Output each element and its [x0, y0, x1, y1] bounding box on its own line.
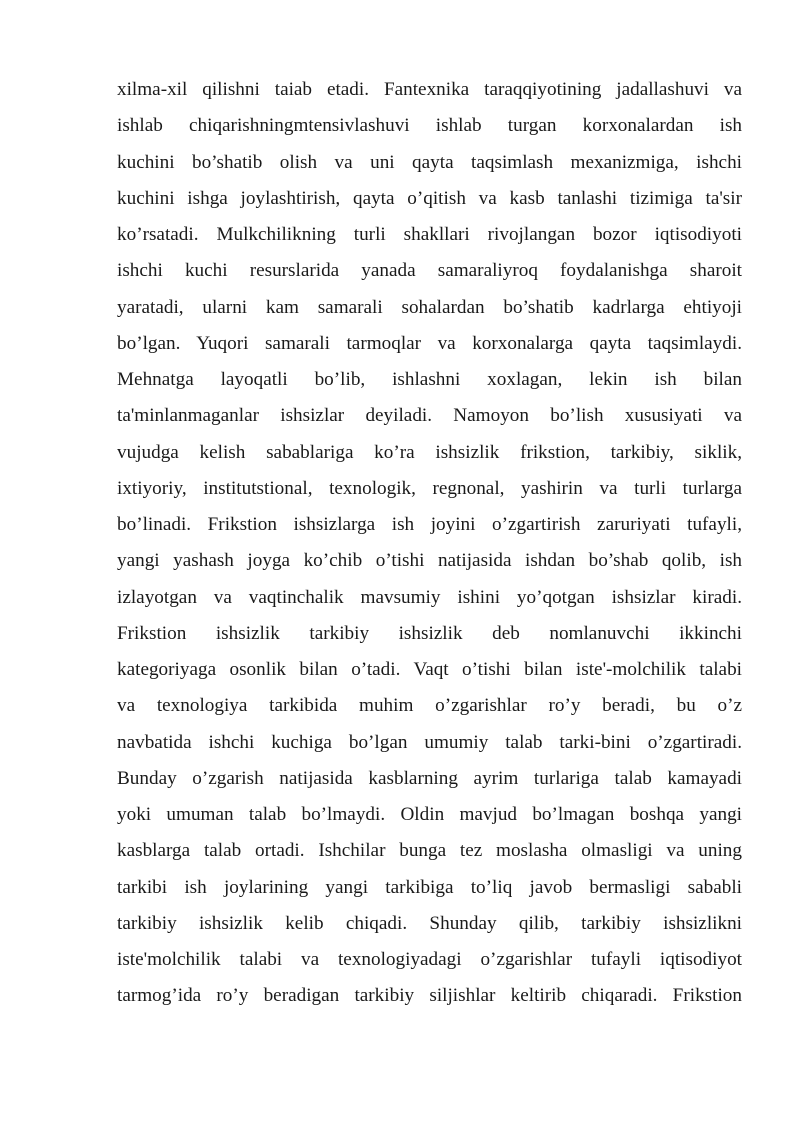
text-line: ishchi kuchi resurslarida yanada samaraliyroq foydalanishga sharoit: [117, 260, 742, 282]
text-line: tarkibiy ishsizlik kelib chiqadi. Shunday qilib, tarkibiy ishsizlikni: [117, 912, 742, 934]
text-line: ixtiyoriy, institutstional, texnologik, regnonal, yashirin va turli turlarga: [117, 477, 742, 499]
text-line: ta'minlanmaganlar ishsizlar deyiladi. Namoyon bo’lish xususiyati va: [117, 405, 742, 427]
text-line: kategoriyaga osonlik bilan o’tadi. Vaqt o’tishi bilan iste'-molchilik talabi: [117, 659, 742, 680]
text-line: bo’linadi. Frikstion ishsizlarga ish joyini o’zgartirish zaruriyati tufayli,: [117, 514, 742, 535]
text-line: yoki umuman talab bo’lmaydi. Oldin mavjud bo’lmagan boshqa yangi: [117, 804, 742, 825]
text-line: yaratadi, ularni kam samarali sohalardan bo’shatib kadrlarga ehtiyoji: [117, 296, 742, 318]
body-text: [117, 72, 742, 1015]
text-line: ko’rsatadi. Mulkchilikning turli shakllari rivojlangan bozor iqtisodiyoti: [117, 224, 742, 245]
text-line: kuchini bo’shatib olish va uni qayta taqsimlash mexanizmiga, ishchi: [117, 151, 742, 173]
text-line: kuchini ishga joylashtirish, qayta o’qitish va kasb tanlashi tizimiga ta'sir: [117, 187, 742, 209]
text-line: yangi yashash joyga ko’chib o’tishi natijasida ishdan bo’shab qolib, ish: [117, 550, 742, 572]
text-line: bo’lgan. Yuqori samarali tarmoqlar va korxonalarga qayta taqsimlaydi.: [117, 332, 742, 354]
text-line: Mehnatga layoqatli bo’lib, ishlashni xoxlagan, lekin ish bilan: [117, 369, 742, 390]
text-line: va texnologiya tarkibida muhim o’zgarishlar ro’y beradi, bu o’z: [117, 695, 742, 717]
text-line: kasblarga talab ortadi. Ishchilar bunga tez moslasha olmasligi va uning: [117, 840, 742, 862]
text-line: iste'molchilik talabi va texnologiyadagi o’zgarishlar tufayli iqtisodiyot: [117, 949, 742, 970]
text-line: Frikstion ishsizlik tarkibiy ishsizlik deb nomlanuvchi ikkinchi: [117, 622, 742, 644]
text-line: vujudga kelish sabablariga ko’ra ishsizlik frikstion, tarkibiy, siklik,: [117, 441, 742, 463]
text-line: navbatida ishchi kuchiga bo’lgan umumiy talab tarki-bini o’zgartiradi.: [117, 731, 742, 753]
text-line: ishlab chiqarishningmtensivlashuvi ishlab turgan korxonalardan ish: [117, 115, 742, 137]
text-line: tarkibi ish joylarining yangi tarkibiga to’liq javob bermasligi sababli: [117, 876, 742, 898]
text-line: Bunday o’zgarish natijasida kasblarning ayrim turlariga talab kamayadi: [117, 767, 742, 789]
text-line: tarmog’ida ro’y beradigan tarkibiy siljishlar keltirib chiqaradi. Frikstion: [117, 985, 742, 1007]
text-line: izlayotgan va vaqtinchalik mavsumiy ishini yo’qotgan ishsizlar kiradi.: [117, 586, 742, 608]
text-line: xilma-xil qilishni taiab etadi. Fantexnika taraqqiyotining jadallashuvi va: [117, 79, 742, 100]
